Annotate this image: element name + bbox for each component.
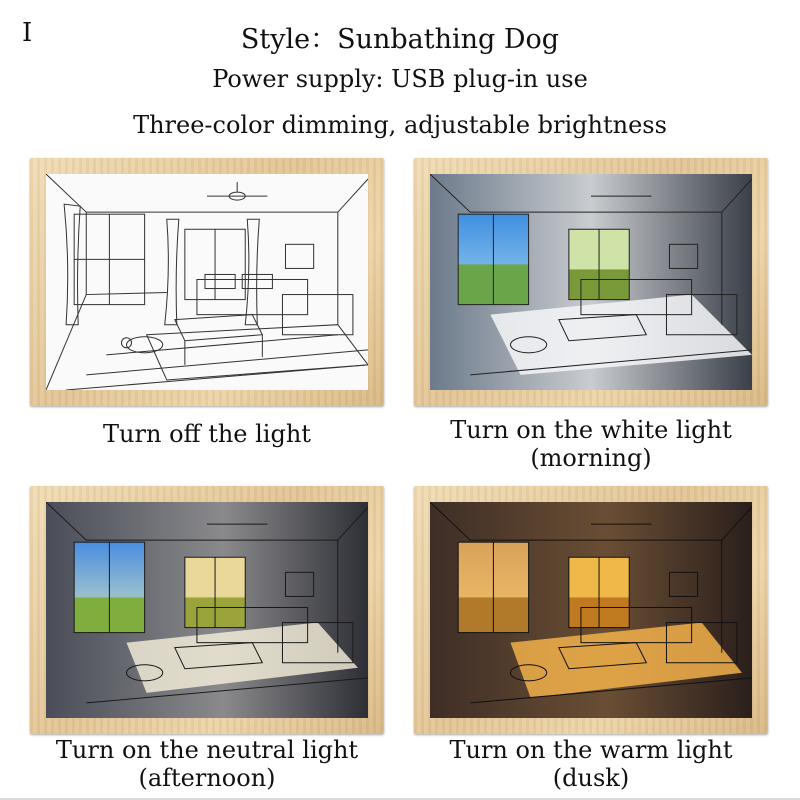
scene-white-light (430, 174, 752, 390)
caption-light-off (30, 420, 384, 448)
caption-neutral-light-line2: (afternoon) (138, 764, 276, 792)
caption-white-light (414, 416, 768, 472)
caption-warm-light-line2: (dusk) (552, 764, 630, 792)
caption-white-light-line1: Turn on the white light (450, 416, 732, 444)
corner-mark: I (22, 18, 33, 48)
frame-neutral-light (30, 486, 384, 734)
power-supply-text: Power supply: USB plug-in use (212, 65, 588, 93)
style-title: Style：Sunbathing Dog (240, 24, 560, 55)
caption-warm-light-line1: Turn on the warm light (449, 736, 733, 764)
frame-light-off (30, 158, 384, 406)
caption-light-off-line1: Turn off the light (103, 420, 311, 448)
caption-warm-light (414, 736, 768, 792)
frame-white-light (414, 158, 768, 406)
scene-light-off (46, 174, 368, 390)
caption-white-light-line2: (morning) (530, 444, 652, 472)
scene-neutral-light (46, 502, 368, 718)
scene-warm-light (430, 502, 752, 718)
caption-neutral-light (30, 736, 384, 792)
frame-warm-light (414, 486, 768, 734)
dimming-text: Three-color dimming, adjustable brightness (133, 111, 667, 139)
caption-neutral-light-line1: Turn on the neutral light (55, 736, 359, 764)
